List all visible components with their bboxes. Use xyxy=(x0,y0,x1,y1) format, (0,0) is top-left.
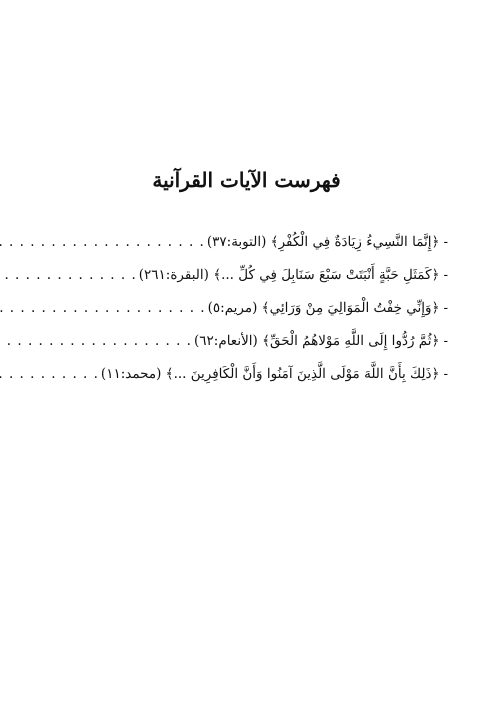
verse-reference: ﴿كَمَثَلِ حَبَّةٍ أَنْبَتَتْ سَبْعَ سَنَابِلَ فِي كُلِّ ...﴾ (البقرة:٢٦١) xyxy=(138,267,440,283)
verse-reference: ﴿ثُمَّ رُدُّوا إِلَى اللَّهِ مَوْلاهُمُ الْحَقِّ﴾ (الأنعام:٦٢) xyxy=(193,333,440,349)
verse-reference: ﴿وَإِنِّي خِفْتُ الْمَوَالِيَ مِنْ وَرَائِي﴾ (مريم:٥) xyxy=(207,300,440,316)
list-item xyxy=(40,300,448,333)
entry-dash: - xyxy=(443,300,448,316)
list-item xyxy=(40,333,448,366)
verse-index-list xyxy=(40,234,448,399)
list-item xyxy=(40,234,448,267)
dot-leader xyxy=(0,300,208,316)
entry-dash: - xyxy=(443,234,448,250)
verse-reference: ﴿ذَلِكَ بِأَنَّ اللَّهَ مَوْلَى الَّذِينَ آمَنُوا وَأَنَّ الْكَافِرِينَ ...﴾ (محمد:١١) xyxy=(100,366,440,382)
dot-leader xyxy=(0,267,139,283)
list-item xyxy=(40,366,448,399)
dot-leader xyxy=(0,333,194,349)
page-title: فهرست الآيات القرآنية xyxy=(152,168,341,192)
verse-reference: ﴿إِنَّمَا النَّسِيءُ زِيَادَةٌ فِي الْكُفْرِ﴾ (التوبة:٣٧) xyxy=(206,234,440,250)
dot-leader xyxy=(0,366,101,382)
dot-leader xyxy=(0,234,207,250)
entry-dash: - xyxy=(443,366,448,382)
list-item xyxy=(40,267,448,300)
entry-dash: - xyxy=(443,333,448,349)
entry-dash: - xyxy=(443,267,448,283)
